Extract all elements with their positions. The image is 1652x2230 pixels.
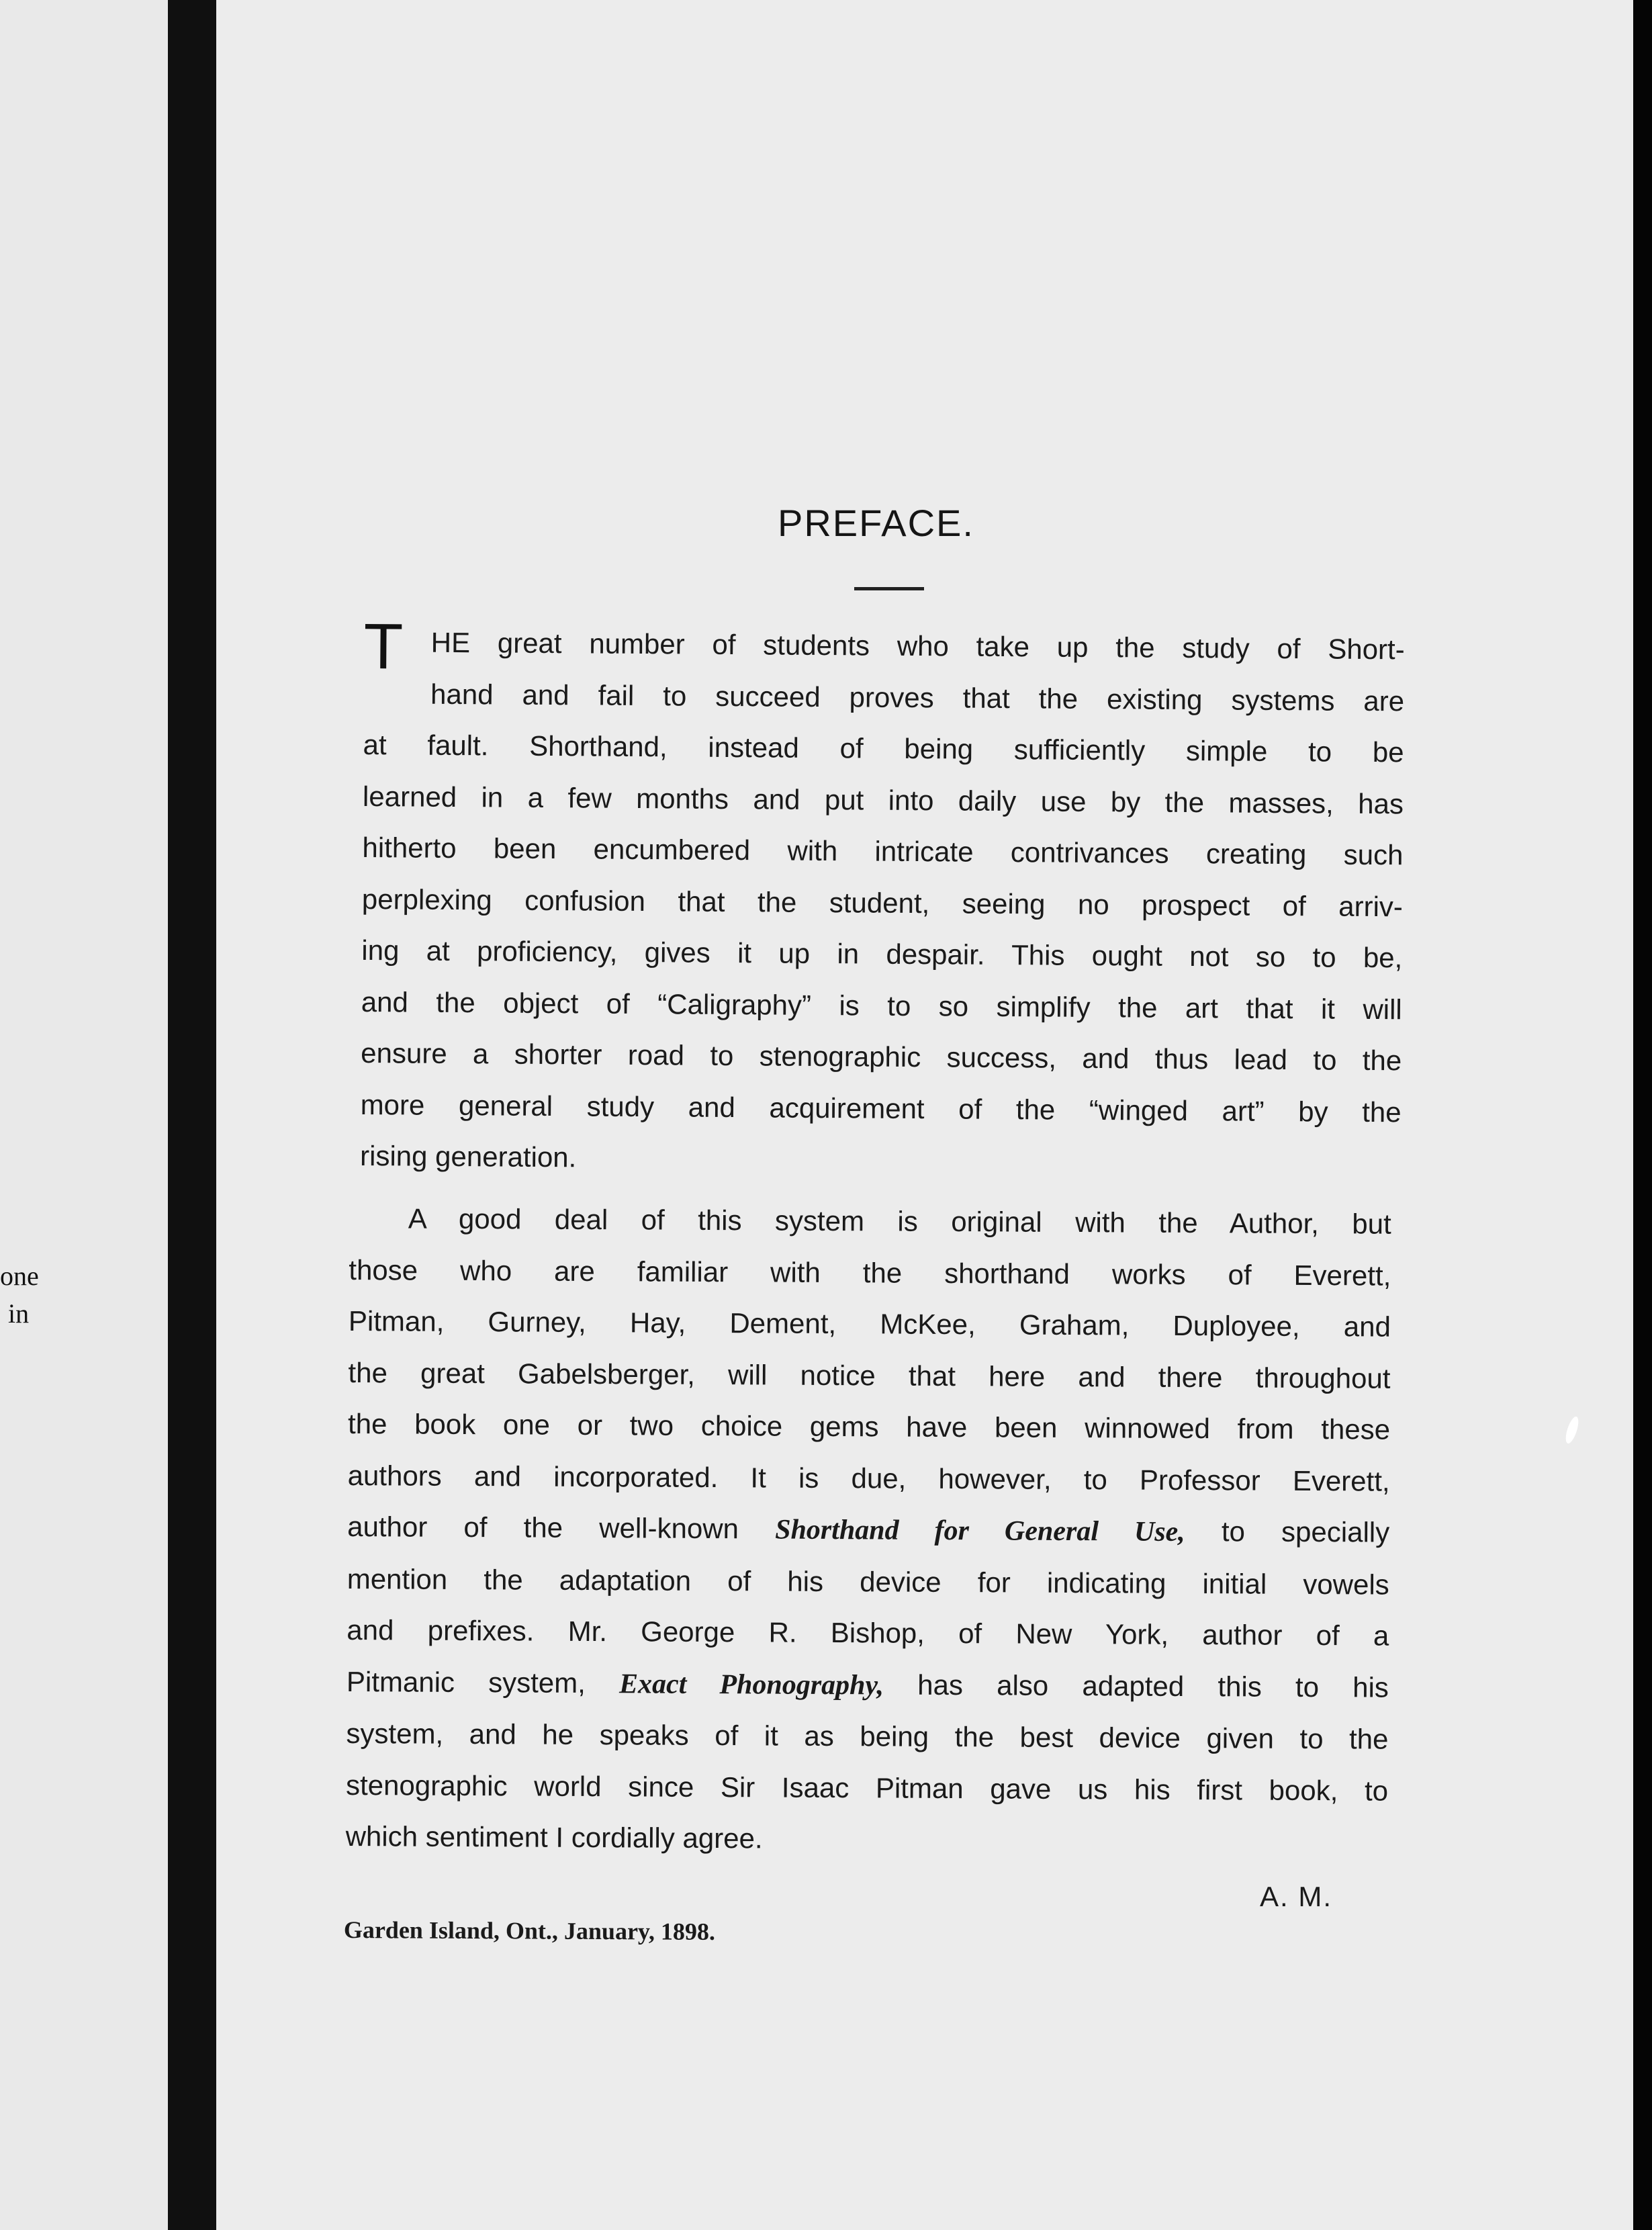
text-line: the great Gabelsberger, will notice that here and there throughout: [348, 1356, 1391, 1394]
left-page-text-fragment: one: [0, 1261, 39, 1291]
page-edge-shadow: [1633, 0, 1652, 2230]
preface-paragraph-1: [359, 611, 1405, 1190]
text-line: the book one or two choice gems have been winnowed from these: [347, 1407, 1391, 1445]
text-line: hitherto been encumbered with intricate contrivances creating such: [362, 831, 1404, 871]
text-line: and the object of “Caligraphy” is to so simplify the art that it will: [361, 985, 1402, 1025]
text-line: perplexing confusion that the student, seeing no prospect of arriv-: [361, 883, 1404, 922]
text-line: ensure a shorter road to stenographic success, and thus lead to the: [361, 1036, 1402, 1077]
left-page-text-fragment: in: [8, 1298, 30, 1329]
text-line: Pitman, Gurney, Hay, Dement, McKee, Graham, Duployee, and: [348, 1304, 1391, 1343]
text-line: those who are familiar with the shorthand works of Everett,: [349, 1253, 1391, 1292]
drop-cap: T: [363, 611, 404, 683]
text-line: at fault. Shorthand, instead of being sufficiently simple to be: [363, 728, 1404, 768]
text-line: A good deal of this system is original with the Author, but: [408, 1202, 1391, 1240]
text-line: stenographic world since Sir Isaac Pitman gave us his first book, to: [345, 1769, 1389, 1807]
text-line: mention the adaptation of his device for indicating initial vowels: [347, 1562, 1389, 1601]
preface-paragraph-2: [345, 1193, 1391, 1868]
text-line: and prefixes. Mr. George R. Bishop, of New York, author of a: [347, 1613, 1389, 1652]
preface-heading: PREFACE.: [778, 502, 974, 544]
text-line: hand and fail to succeed proves that the existing systems are: [430, 678, 1405, 717]
text-line: rising generation.: [359, 1139, 577, 1173]
author-initials: A. M.: [1260, 1881, 1333, 1912]
book-title-exact-phonography: Exact Phonography,: [618, 1668, 884, 1701]
text-line: more general study and acquirement of the “winged art” by the: [360, 1088, 1402, 1128]
text-line: authors and incorporated. It is due, however, to Professor Everett,: [347, 1459, 1390, 1497]
book-title-shorthand-for-general-use: Shorthand for General Use,: [775, 1514, 1185, 1548]
text-line-with-title: [347, 1656, 1389, 1713]
left-page: [0, 0, 168, 2230]
text-line: system, and he speaks of it as being the best device given to the: [346, 1717, 1389, 1755]
text-line-with-title: [347, 1501, 1389, 1559]
text-segment: Pitmanic system,: [346, 1665, 620, 1699]
place-and-date-line: Garden Island, Ont., January, 1898.: [343, 1916, 716, 1945]
text-line: which sentiment I cordially agree.: [345, 1820, 763, 1855]
heading-rule: [854, 587, 924, 590]
text-line: HE great number of students who take up the study of Short-: [430, 626, 1405, 666]
text-segment: author of the well-known: [347, 1510, 776, 1545]
text-line: learned in a few months and put into daily use by the masses, has: [362, 780, 1404, 819]
text-line: ing at proficiency, gives it up in despair. This ought not so to be,: [361, 934, 1403, 974]
text-segment: to specially: [1185, 1515, 1390, 1548]
book-binding-gutter: [168, 0, 216, 2230]
text-segment: has also adapted this to his: [883, 1668, 1389, 1703]
